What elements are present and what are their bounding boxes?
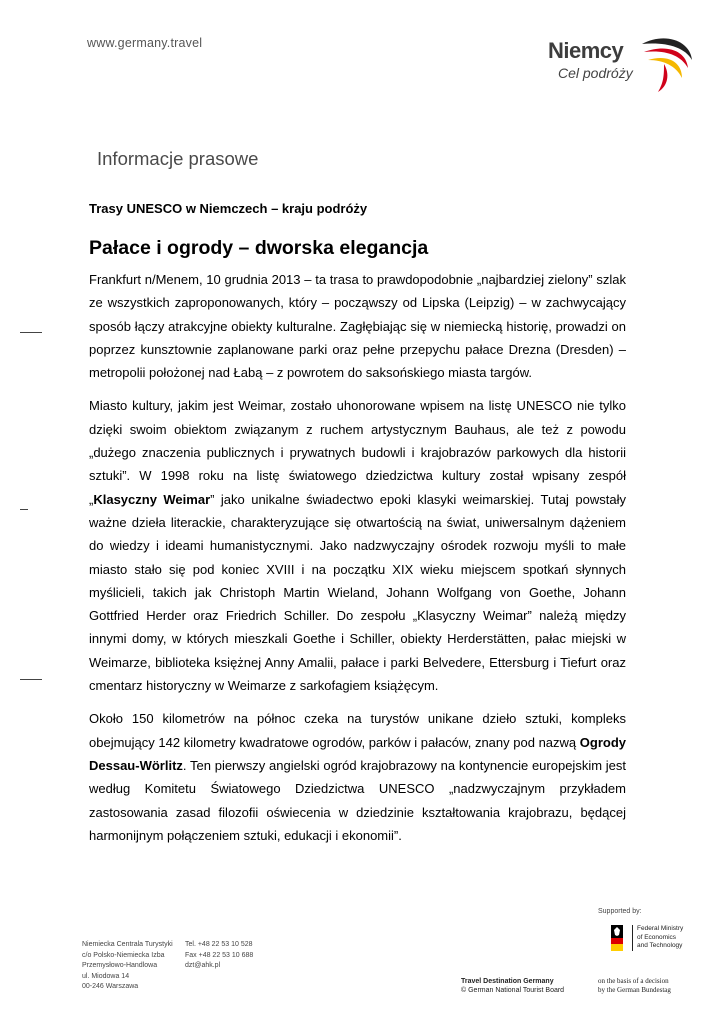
footer-address [82,940,173,993]
website-url: www.germany.travel [87,36,203,50]
article-subtitle: Trasy UNESCO w Niemczech – kraju podróży [89,201,368,216]
paragraph-3-text: Około 150 kilometrów na północ czeka na turystów unikane dzieło sztuki, kompleks obejmujący 142 kilometry kwadratowe ogrodów, parków i pałaców, znany pod nazwą [89,711,626,750]
article-headline: Pałace i ogrody – dworska elegancja [89,237,429,259]
ministry-name [632,925,683,951]
address-line: Niemiecka Centrala Turystyki [82,941,173,948]
address-line: 00-246 Warszawa [82,983,139,990]
margin-fold-mark [20,679,42,680]
logo-subtitle: Cel podróży [558,65,633,81]
gntb-title: Travel Destination Germany [461,978,554,985]
paragraph-2-text: Miasto kultury, jakim jest Weimar, zostało uhonorowane wpisem na listę UNESCO nie tylko dzięki swoim obiektom związanym z ruchem artystycznym Bauhaus, ale też z powodu „dużego znaczenia publicznych i prywatnych budowli i krajobrazów parkowych dla historii sztuki”. W 1998 roku na listę światowego dziedzictwa kultury został wpisany zespół „ [89,398,626,507]
logo-title: Niemcy [548,38,624,63]
gntb-copyright: © German National Tourist Board [461,987,565,994]
federal-eagle-flag-icon [608,925,626,951]
ministry-logo [608,925,688,955]
ministry-line: of Economics [637,933,677,941]
contact-line: Fax +48 22 53 10 688 [185,951,254,959]
press-title: Informacje prasowe [97,148,259,169]
paragraph-3 [89,707,626,847]
contact-line: dzt@ahk.pl [185,962,221,969]
decision-line: by the German Bundestag [598,986,671,994]
article [89,200,626,857]
paragraph-2-text: ” jako unikalne świadectwo epoki klasyki weimarskiej. Tutaj powstały ważne dzieła literackie, charakteryzujące się otwartością na świat, uniwersalnym dążeniem do wiedzy i ideami humanistycznymi. Jako nadzwyczajny ośrodek rozwoju myśli to małe miasto stało się pod koniec XVIII i na początku XIX wieku miejscem spotkań słynnych myślicieli, takich jak Christoph Martin Wieland, Johann Wolfgang von Goethe, Johann Gottfried Herder oraz Friedrich Schiller. Do zespołu „Klasyczny Weimar” należą między innymi domy, w których mieszkali Goethe i Schiller, obiekty Herderstätten, pałac miejski w Weimarze, biblioteka księżnej Anny Amalii, pałace i parki Belvedere, Ettersburg i Tiefurt oraz cmentarz historyczny w Weimarze z sarkofagiem książęcym. [89,491,626,694]
ministry-line: and Technology [637,942,683,949]
paragraph-2-bold: Klasyczny Weimar [93,491,211,507]
paragraph-2 [89,394,626,697]
footer-contact [185,940,253,972]
paragraph-1: Frankfurt n/Menem, 10 grudnia 2013 – ta trasa to prawdopodobnie „najbardziej zielony” szlak ze wszystkich zaproponowanych, który – począwszy od Lipska (Leipzig) – w zachwycający sposób łączy atrakcyjne obiekty kulturalne. Zagłębiając się w niemiecką historię, prowadzi on poprzez kunsztownie zaplanowane parki oraz pełne przepychu pałace Drezna (Dresden) – metropolii położonej nad Łabą – z powrotem do saksońskiego miasta targów. [89,272,626,381]
supported-by-label: Supported by: [598,908,642,915]
address-line: c/o Polsko-Niemiecka Izba [82,951,165,959]
bundestag-decision [598,977,671,995]
decision-line: on the basis of a decision [598,977,669,985]
germany-travel-logo [548,34,698,94]
margin-fold-mark [20,332,42,333]
address-line: ul. Miodowa 14 [82,972,130,980]
contact-line: Tel. +48 22 53 10 528 [185,941,253,948]
ministry-line: Federal Ministry [637,925,684,932]
paragraph-3-text: . Ten pierwszy angielski ogród krajobrazowy na kontynencie europejskim jest według Komitetu Światowego Dziedzictwa UNESCO „nadzwyczajnym przykładem zastosowania zasad filozofii oświecenia w dziedzinie kształtowania krajobrazu, będącej harmonijnym połączeniem sztuki, edukacji i ekonomii”. [89,757,626,843]
address-line: Przemysłowo-Handlowa [82,962,158,969]
paragraph-3-bold: Ogrody Dessau-Wörlitz [89,734,626,773]
gntb-signature [461,977,564,995]
logo-swoosh-icon [634,34,694,94]
margin-punch-mark [20,509,28,510]
